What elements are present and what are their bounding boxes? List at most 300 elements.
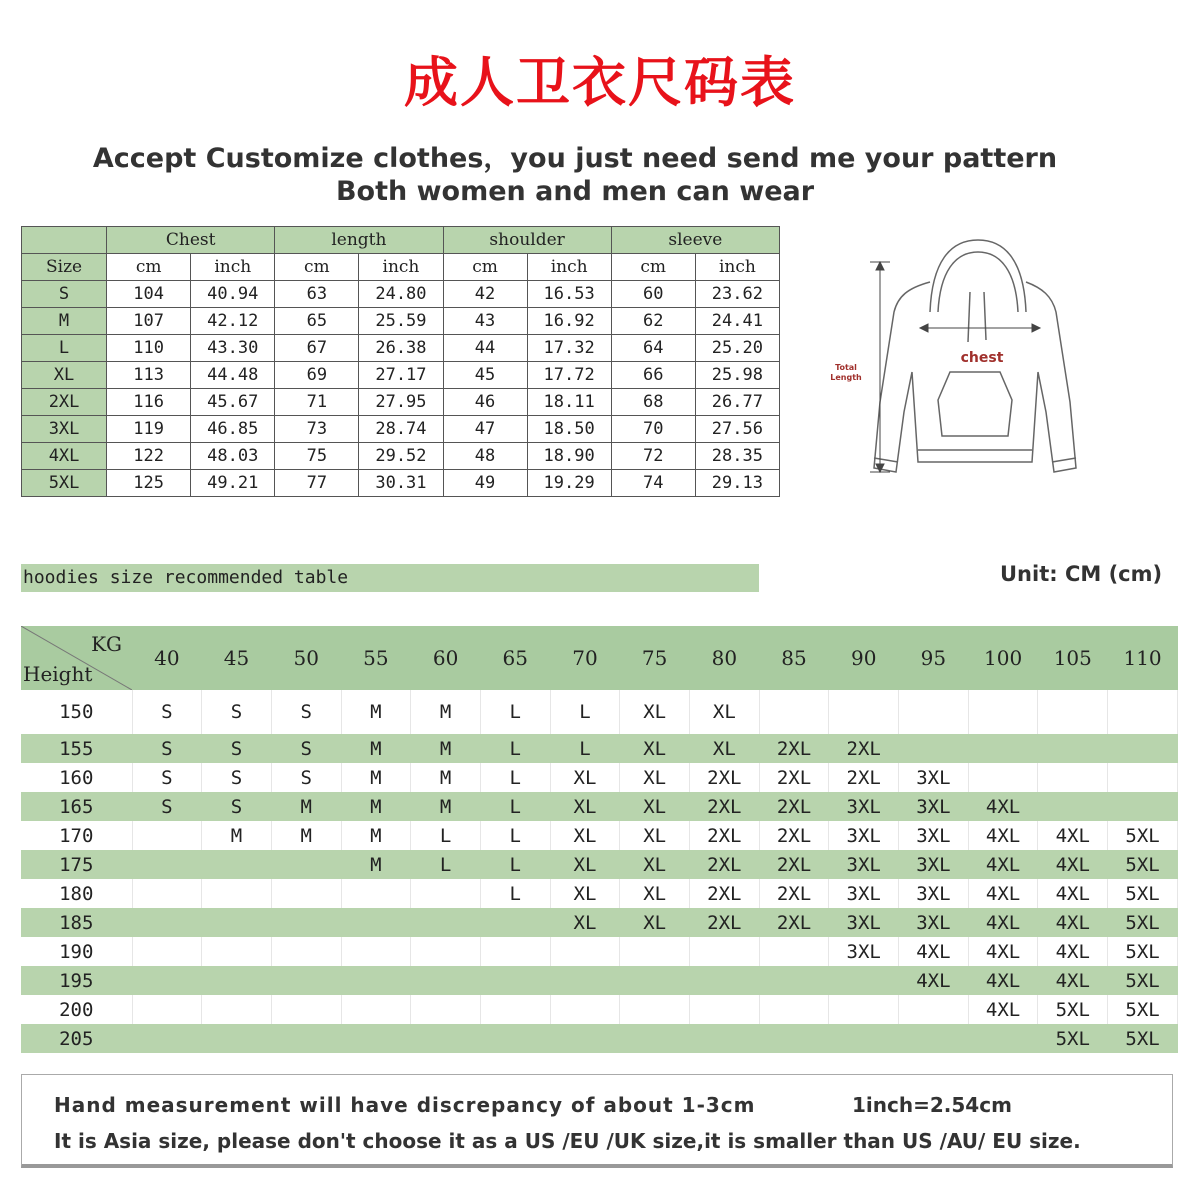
recommended-size-cell: [759, 937, 829, 966]
measurement-cell: 49: [443, 470, 527, 497]
measurement-cell: 27.17: [359, 362, 443, 389]
size-label: XL: [22, 362, 107, 389]
weight-header: 80: [690, 626, 760, 690]
size-column-header: Size: [22, 254, 107, 281]
recommended-size-cell: [411, 908, 481, 937]
recommended-size-cell: XL: [620, 763, 690, 792]
measurement-cell: 62: [611, 308, 695, 335]
recommended-size-cell: L: [480, 734, 550, 763]
kg-label: KG: [91, 632, 122, 656]
recommended-size-cell: 4XL: [1038, 937, 1108, 966]
weight-header: 65: [480, 626, 550, 690]
weight-header: 55: [341, 626, 411, 690]
recommended-size-cell: [271, 908, 341, 937]
measurement-cell: 24.41: [695, 308, 779, 335]
size-label: M: [22, 308, 107, 335]
weight-header: 100: [968, 626, 1038, 690]
recommended-size-cell: S: [202, 734, 272, 763]
recommended-size-cell: [829, 966, 899, 995]
recommended-size-cell: XL: [620, 908, 690, 937]
recommended-size-cell: [1038, 734, 1108, 763]
size-measurement-table: [21, 226, 780, 497]
table-row: [21, 995, 1178, 1024]
measurement-cell: 122: [107, 443, 191, 470]
recommended-size-cell: [411, 879, 481, 908]
table-row: [22, 362, 780, 389]
recommended-size-cell: 5XL: [1108, 821, 1178, 850]
notes-box: [21, 1074, 1173, 1168]
measurement-cell: 23.62: [695, 281, 779, 308]
recommended-size-cell: 2XL: [759, 734, 829, 763]
recommended-size-cell: XL: [620, 792, 690, 821]
recommended-size-cell: [1038, 792, 1108, 821]
table-row: [21, 792, 1178, 821]
measurement-cell: 45.67: [191, 389, 275, 416]
recommended-size-cell: 3XL: [829, 937, 899, 966]
recommended-size-cell: XL: [620, 734, 690, 763]
recommended-size-cell: 3XL: [829, 792, 899, 821]
measurement-cell: 75: [275, 443, 359, 470]
customize-note: Accept Customize clothes，you just need send me your pattern: [92, 143, 1058, 174]
recommended-size-cell: [341, 995, 411, 1024]
measurement-cell: 18.11: [527, 389, 611, 416]
measurement-cell: 46: [443, 389, 527, 416]
recommended-size-cell: L: [480, 879, 550, 908]
size-header-corner: [22, 227, 107, 254]
recommended-size-cell: XL: [690, 734, 760, 763]
cm-unit-header: cm: [275, 254, 359, 281]
unit-label: Unit: CM (cm): [1000, 562, 1163, 586]
recommended-size-cell: [202, 850, 272, 879]
recommended-size-cell: [690, 1024, 760, 1053]
recommended-size-cell: [899, 734, 969, 763]
recommended-size-cell: [202, 1024, 272, 1053]
measurement-group-header: sleeve: [611, 227, 779, 254]
measurement-cell: 30.31: [359, 470, 443, 497]
recommended-size-cell: M: [341, 792, 411, 821]
recommended-size-cell: [132, 850, 202, 879]
table-row: [21, 763, 1178, 792]
recommended-size-cell: [1108, 734, 1178, 763]
measurement-cell: 119: [107, 416, 191, 443]
recommended-size-cell: S: [202, 690, 272, 734]
measurement-cell: 65: [275, 308, 359, 335]
measurement-cell: 77: [275, 470, 359, 497]
measurement-cell: 44: [443, 335, 527, 362]
recommended-size-cell: [968, 734, 1038, 763]
recommended-size-cell: M: [202, 821, 272, 850]
table-row: [21, 821, 1178, 850]
recommended-size-cell: [132, 879, 202, 908]
weight-header: 110: [1108, 626, 1178, 690]
recommended-size-cell: [759, 966, 829, 995]
measurement-cell: 68: [611, 389, 695, 416]
recommended-size-cell: [202, 908, 272, 937]
recommended-size-cell: [829, 995, 899, 1024]
recommended-size-cell: XL: [690, 690, 760, 734]
recommended-size-cell: M: [341, 763, 411, 792]
table-row: [21, 734, 1178, 763]
recommended-size-cell: S: [271, 763, 341, 792]
recommended-size-cell: [899, 995, 969, 1024]
measurement-cell: 116: [107, 389, 191, 416]
table-row: [21, 908, 1178, 937]
recommended-size-cell: [480, 937, 550, 966]
recommended-size-cell: [550, 966, 620, 995]
recommended-size-cell: [829, 690, 899, 734]
height-weight-corner: [21, 626, 132, 690]
measurement-cell: 25.20: [695, 335, 779, 362]
measurement-cell: 17.72: [527, 362, 611, 389]
recommended-size-cell: [132, 937, 202, 966]
height-label-cell: 155: [21, 734, 132, 763]
size-label: 5XL: [22, 470, 107, 497]
recommended-size-cell: 2XL: [829, 734, 899, 763]
size-label: S: [22, 281, 107, 308]
recommended-size-cell: 4XL: [968, 908, 1038, 937]
recommended-size-cell: 4XL: [1038, 966, 1108, 995]
height-label-cell: 200: [21, 995, 132, 1024]
recommended-size-cell: 3XL: [829, 821, 899, 850]
size-label: 2XL: [22, 389, 107, 416]
weight-header: 70: [550, 626, 620, 690]
recommended-size-cell: [480, 1024, 550, 1053]
recommended-size-cell: XL: [550, 879, 620, 908]
recommended-size-cell: XL: [620, 690, 690, 734]
recommended-size-cell: 2XL: [690, 763, 760, 792]
cm-unit-header: cm: [443, 254, 527, 281]
measurement-cell: 73: [275, 416, 359, 443]
recommended-size-cell: 5XL: [1038, 995, 1108, 1024]
recommended-size-cell: [411, 937, 481, 966]
total-length-label-2: Length: [830, 373, 862, 382]
measurement-group-header: length: [275, 227, 443, 254]
recommended-size-cell: [620, 966, 690, 995]
table-row: [21, 1024, 1178, 1053]
recommended-size-cell: 2XL: [759, 763, 829, 792]
recommended-size-cell: [341, 908, 411, 937]
recommended-size-cell: 3XL: [899, 792, 969, 821]
recommended-size-cell: 4XL: [968, 821, 1038, 850]
recommended-size-cell: [690, 995, 760, 1024]
table-row: [21, 966, 1178, 995]
recommended-size-cell: M: [271, 792, 341, 821]
table-row: [22, 308, 780, 335]
measurement-cell: 25.59: [359, 308, 443, 335]
weight-header: 75: [620, 626, 690, 690]
measurement-cell: 110: [107, 335, 191, 362]
recommended-size-cell: S: [132, 690, 202, 734]
inch-unit-header: inch: [695, 254, 779, 281]
table-row: [22, 389, 780, 416]
height-label-cell: 205: [21, 1024, 132, 1053]
recommended-size-cell: 4XL: [1038, 850, 1108, 879]
measurement-cell: 16.92: [527, 308, 611, 335]
recommended-size-cell: [1108, 690, 1178, 734]
recommended-size-cell: [132, 821, 202, 850]
measurement-cell: 46.85: [191, 416, 275, 443]
recommended-size-cell: [690, 966, 760, 995]
measurement-cell: 25.98: [695, 362, 779, 389]
recommended-size-cell: 4XL: [968, 995, 1038, 1024]
recommended-size-cell: [690, 937, 760, 966]
recommended-size-cell: [202, 937, 272, 966]
recommended-size-cell: [202, 966, 272, 995]
table-row: [21, 850, 1178, 879]
measurement-cell: 70: [611, 416, 695, 443]
recommended-size-cell: [132, 908, 202, 937]
table-row: [21, 879, 1178, 908]
height-label: Height: [23, 662, 93, 686]
recommended-size-cell: M: [341, 734, 411, 763]
recommended-size-cell: XL: [550, 763, 620, 792]
recommended-size-cell: XL: [550, 821, 620, 850]
unisex-note: Both women and men can wear: [335, 176, 815, 207]
recommended-size-cell: 4XL: [968, 966, 1038, 995]
recommended-size-cell: 3XL: [899, 879, 969, 908]
measurement-cell: 17.32: [527, 335, 611, 362]
measurement-cell: 42.12: [191, 308, 275, 335]
hoodie-diagram: [820, 222, 1120, 502]
recommended-size-cell: 2XL: [690, 879, 760, 908]
measurement-cell: 66: [611, 362, 695, 389]
recommended-size-cell: [829, 1024, 899, 1053]
measurement-cell: 43: [443, 308, 527, 335]
measurement-cell: 104: [107, 281, 191, 308]
measurement-cell: 48: [443, 443, 527, 470]
recommended-size-cell: L: [480, 850, 550, 879]
height-label-cell: 185: [21, 908, 132, 937]
measurement-group-header: shoulder: [443, 227, 611, 254]
recommended-size-cell: [899, 1024, 969, 1053]
recommended-size-cell: 2XL: [690, 850, 760, 879]
recommended-size-cell: L: [550, 690, 620, 734]
recommended-size-cell: 4XL: [968, 879, 1038, 908]
measurement-cell: 42: [443, 281, 527, 308]
recommended-size-cell: 2XL: [690, 792, 760, 821]
measurement-cell: 72: [611, 443, 695, 470]
recommended-size-cell: 4XL: [968, 792, 1038, 821]
weight-header: 40: [132, 626, 202, 690]
recommended-size-cell: 2XL: [690, 821, 760, 850]
recommended-size-cell: [480, 966, 550, 995]
recommended-size-cell: [550, 937, 620, 966]
measurement-cell: 60: [611, 281, 695, 308]
recommended-size-cell: S: [132, 792, 202, 821]
recommended-size-cell: [132, 995, 202, 1024]
recommended-size-cell: [411, 995, 481, 1024]
recommended-size-cell: [899, 690, 969, 734]
size-label: 4XL: [22, 443, 107, 470]
recommended-size-cell: M: [341, 821, 411, 850]
recommended-size-cell: [620, 937, 690, 966]
recommended-size-cell: 5XL: [1108, 850, 1178, 879]
recommended-size-cell: 4XL: [899, 966, 969, 995]
recommended-size-cell: L: [480, 763, 550, 792]
recommended-size-cell: [341, 879, 411, 908]
recommended-size-cell: M: [411, 763, 481, 792]
measurement-cell: 45: [443, 362, 527, 389]
weight-header: 105: [1038, 626, 1108, 690]
height-label-cell: 170: [21, 821, 132, 850]
recommended-size-cell: [411, 1024, 481, 1053]
recommended-size-cell: [759, 1024, 829, 1053]
measurement-cell: 28.35: [695, 443, 779, 470]
recommended-size-cell: 4XL: [968, 850, 1038, 879]
recommended-size-cell: 3XL: [829, 908, 899, 937]
recommended-size-cell: [480, 995, 550, 1024]
recommended-size-cell: 2XL: [759, 850, 829, 879]
recommended-size-cell: S: [132, 763, 202, 792]
recommended-size-cell: S: [132, 734, 202, 763]
recommended-size-cell: S: [202, 792, 272, 821]
recommended-size-cell: [202, 995, 272, 1024]
recommended-size-cell: 2XL: [690, 908, 760, 937]
recommended-size-cell: [271, 995, 341, 1024]
recommended-size-cell: [132, 966, 202, 995]
weight-header: 45: [202, 626, 272, 690]
measurement-cell: 16.53: [527, 281, 611, 308]
height-label-cell: 150: [21, 690, 132, 734]
recommended-size-cell: 3XL: [829, 850, 899, 879]
recommended-size-cell: L: [550, 734, 620, 763]
recommended-size-cell: S: [202, 763, 272, 792]
weight-header: 60: [411, 626, 481, 690]
recommended-size-cell: [759, 690, 829, 734]
recommended-size-cell: L: [411, 821, 481, 850]
table-row: [22, 416, 780, 443]
recommended-size-cell: 5XL: [1108, 966, 1178, 995]
recommended-size-cell: 3XL: [829, 879, 899, 908]
recommended-size-cell: XL: [550, 850, 620, 879]
measurement-cell: 18.90: [527, 443, 611, 470]
recommended-size-cell: M: [411, 792, 481, 821]
recommended-size-cell: M: [411, 690, 481, 734]
recommended-size-cell: 3XL: [899, 821, 969, 850]
recommended-size-cell: XL: [620, 850, 690, 879]
table-row: [22, 281, 780, 308]
table-row: [21, 690, 1178, 734]
recommended-size-cell: M: [271, 821, 341, 850]
recommended-size-cell: L: [480, 792, 550, 821]
size-recommendation-table: [21, 626, 1178, 1053]
recommended-size-cell: 2XL: [829, 763, 899, 792]
recommended-size-cell: [202, 879, 272, 908]
measurement-cell: 26.38: [359, 335, 443, 362]
recommended-size-cell: XL: [550, 908, 620, 937]
measurement-note: Hand measurement will have discrepancy of about 1-3cm: [54, 1093, 756, 1117]
measurement-cell: 48.03: [191, 443, 275, 470]
measurement-cell: 69: [275, 362, 359, 389]
weight-header: 85: [759, 626, 829, 690]
recommended-size-cell: [341, 1024, 411, 1053]
recommended-size-cell: M: [411, 734, 481, 763]
cm-unit-header: cm: [107, 254, 191, 281]
recommended-size-cell: S: [271, 734, 341, 763]
measurement-cell: 27.56: [695, 416, 779, 443]
table-row: [22, 470, 780, 497]
table-row: [22, 335, 780, 362]
recommended-size-cell: [132, 1024, 202, 1053]
recommended-size-cell: [341, 937, 411, 966]
inch-conversion-note: 1inch=2.54cm: [852, 1093, 1012, 1117]
measurement-cell: 63: [275, 281, 359, 308]
recommended-size-cell: 5XL: [1108, 995, 1178, 1024]
recommended-size-cell: 4XL: [968, 937, 1038, 966]
recommended-size-cell: M: [341, 850, 411, 879]
recommended-size-cell: [620, 1024, 690, 1053]
hoodie-icon: [820, 222, 1120, 502]
recommended-size-cell: 5XL: [1108, 1024, 1178, 1053]
height-label-cell: 160: [21, 763, 132, 792]
measurement-cell: 113: [107, 362, 191, 389]
recommended-size-cell: 5XL: [1108, 879, 1178, 908]
chest-label: chest: [960, 350, 1004, 366]
recommended-size-cell: XL: [620, 821, 690, 850]
recommended-size-cell: [1038, 763, 1108, 792]
measurement-cell: 24.80: [359, 281, 443, 308]
measurement-cell: 18.50: [527, 416, 611, 443]
measurement-cell: 40.94: [191, 281, 275, 308]
recommended-size-cell: 2XL: [759, 908, 829, 937]
recommended-size-cell: 2XL: [759, 792, 829, 821]
inch-unit-header: inch: [527, 254, 611, 281]
recommended-size-cell: 3XL: [899, 850, 969, 879]
size-label: L: [22, 335, 107, 362]
recommended-size-cell: [1038, 690, 1108, 734]
cm-unit-header: cm: [611, 254, 695, 281]
measurement-cell: 74: [611, 470, 695, 497]
recommended-size-cell: XL: [620, 879, 690, 908]
recommended-size-cell: S: [271, 690, 341, 734]
recommended-size-cell: 4XL: [1038, 908, 1108, 937]
recommended-size-cell: [271, 966, 341, 995]
recommended-size-cell: L: [411, 850, 481, 879]
recommended-size-cell: [411, 966, 481, 995]
weight-header: 90: [829, 626, 899, 690]
height-label-cell: 165: [21, 792, 132, 821]
measurement-cell: 29.13: [695, 470, 779, 497]
recommended-size-cell: L: [480, 821, 550, 850]
measurement-cell: 19.29: [527, 470, 611, 497]
table-row: [22, 443, 780, 470]
total-length-label-1: Total: [835, 363, 857, 372]
height-label-cell: 175: [21, 850, 132, 879]
recommended-size-cell: [480, 908, 550, 937]
measurement-cell: 43.30: [191, 335, 275, 362]
recommended-size-cell: [271, 937, 341, 966]
measurement-cell: 107: [107, 308, 191, 335]
recommended-size-cell: 5XL: [1038, 1024, 1108, 1053]
recommended-size-cell: [1108, 792, 1178, 821]
recommended-size-cell: [759, 995, 829, 1024]
inch-unit-header: inch: [359, 254, 443, 281]
recommended-size-cell: 3XL: [899, 763, 969, 792]
recommended-size-cell: XL: [550, 792, 620, 821]
page-title: 成人卫衣尺码表: [404, 51, 796, 114]
recommended-size-cell: 5XL: [1108, 908, 1178, 937]
recommended-size-cell: [550, 995, 620, 1024]
recommended-size-cell: [550, 1024, 620, 1053]
measurement-group-header: Chest: [107, 227, 275, 254]
asia-size-note: It is Asia size, please don't choose it as a US /EU /UK size,it is smaller than US /AU/ EU size.: [54, 1129, 1081, 1153]
measurement-cell: 26.77: [695, 389, 779, 416]
recommended-size-cell: [1108, 763, 1178, 792]
inch-unit-header: inch: [191, 254, 275, 281]
height-label-cell: 195: [21, 966, 132, 995]
recommended-size-cell: [968, 763, 1038, 792]
recommended-size-cell: [968, 690, 1038, 734]
